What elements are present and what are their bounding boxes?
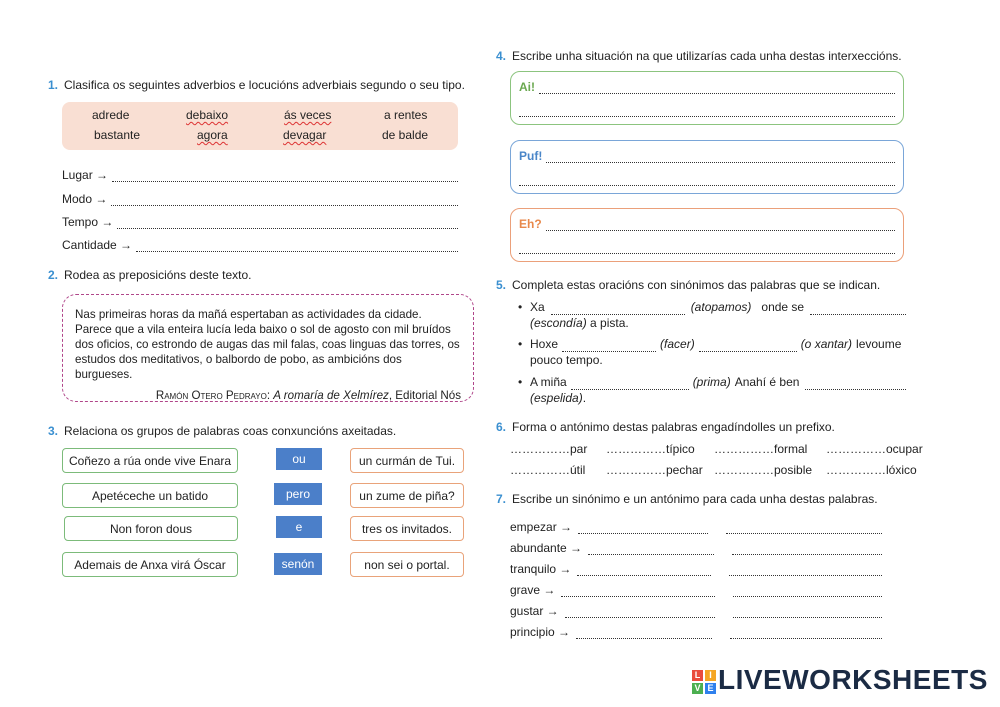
ex4-line	[519, 80, 895, 94]
ex5-line	[530, 315, 906, 331]
ex4-title	[496, 49, 902, 63]
ex6-item[interactable]: ……………posible	[714, 463, 813, 477]
ex6-word: útil	[570, 463, 586, 477]
ex5-text: Hoxe	[530, 337, 559, 351]
answer-line[interactable]	[562, 341, 656, 352]
answer-line[interactable]	[546, 220, 895, 231]
answer-line[interactable]	[730, 628, 882, 639]
ex6-item[interactable]: ……………pechar	[606, 463, 703, 477]
answer-line[interactable]	[561, 586, 715, 597]
answer-line[interactable]	[546, 152, 895, 163]
ex1-word: devagar	[283, 128, 327, 142]
ex5-title	[496, 278, 880, 292]
ex3-title-text: Relaciona os grupos de palabras coas conxuncións axeitadas.	[64, 424, 397, 438]
answer-line[interactable]	[733, 586, 882, 597]
answer-line[interactable]	[111, 195, 458, 206]
ex5-hint: (prima)	[692, 375, 731, 389]
ex2-number: 2.	[48, 268, 59, 282]
ex6-title	[496, 420, 835, 434]
ex1-line-label: Cantidade →	[62, 238, 133, 252]
ex3-title	[48, 424, 396, 438]
ex3-right-item[interactable]: non sei o portal.	[350, 552, 464, 577]
ex6-item[interactable]: ……………típico	[606, 442, 695, 456]
ex1-word: ás veces	[284, 108, 332, 122]
ex1-line-label: Lugar →	[62, 168, 109, 182]
ex6-word: par	[570, 442, 588, 456]
ex4-label: Puf!	[519, 149, 543, 163]
ex7-word: empezar →	[510, 520, 573, 534]
answer-line[interactable]	[565, 607, 715, 618]
ex4-line	[519, 243, 895, 254]
answer-line[interactable]	[519, 175, 895, 186]
ex3-conjunction[interactable]: e	[276, 516, 322, 538]
ex5-hint: (o xantar)	[800, 337, 853, 351]
ex4-line	[519, 175, 895, 186]
ex5-line	[530, 299, 906, 315]
ex1-word: adrede	[92, 108, 130, 122]
ex4-line	[519, 149, 895, 163]
ex5-text: A miña	[530, 375, 567, 389]
answer-line[interactable]	[805, 379, 906, 390]
ex6-word: pechar	[666, 463, 703, 477]
ex4-box-puf	[510, 140, 904, 194]
ex1-line-lugar	[62, 168, 458, 182]
ex7-row	[510, 597, 882, 618]
answer-line[interactable]	[551, 304, 685, 315]
ex6-item[interactable]: ……………formal	[714, 442, 808, 456]
logo-letter: V	[692, 683, 703, 694]
ex6-item[interactable]: ……………par	[510, 442, 588, 456]
ex2-title	[48, 268, 251, 282]
ex4-title-text: Escribe unha situación na que utilizarías cada unha destas interxeccións.	[512, 49, 902, 63]
ex5-line	[530, 374, 906, 390]
ex1-line-label: Modo →	[62, 192, 108, 206]
ex3-conjunction[interactable]: ou	[276, 448, 322, 470]
ex3-number: 3.	[48, 424, 59, 438]
ex5-number: 5.	[496, 278, 507, 292]
answer-line[interactable]	[576, 628, 712, 639]
ex5-text: onde se	[761, 300, 805, 314]
ex3-left-item[interactable]: Ademais de Anxa virá Óscar	[62, 552, 238, 577]
ex3-left-item[interactable]: Apetéceche un batido	[62, 483, 238, 508]
ex7-word: principio →	[510, 625, 571, 639]
bullet-icon: •	[518, 337, 523, 351]
ex5-hint: (espelida)	[530, 391, 583, 405]
ex7-title	[496, 492, 878, 506]
ex5-text: .	[582, 391, 587, 405]
ex2-text-box	[62, 294, 474, 402]
ex7-word: abundante →	[510, 541, 583, 555]
ex1-word: bastante	[94, 128, 141, 142]
ex4-box-eh	[510, 208, 904, 262]
ex4-label: Eh?	[519, 217, 542, 231]
answer-line[interactable]	[588, 544, 714, 555]
logo-letter: I	[705, 670, 716, 681]
ex4-box-ai	[510, 71, 904, 125]
ex1-number: 1.	[48, 78, 59, 92]
ex7-title-text: Escribe un sinónimo e un antónimo para cada unha destas palabras.	[512, 492, 878, 506]
ex3-conjunction[interactable]: senón	[274, 553, 322, 575]
answer-line[interactable]	[578, 523, 708, 534]
ex4-label: Ai!	[519, 80, 535, 94]
ex4-line	[519, 106, 895, 117]
ex6-item[interactable]: ……………útil	[510, 463, 586, 477]
ex3-right-item[interactable]: un zume de piña?	[350, 483, 464, 508]
ex2-author: Ramón Otero Pedrayo:	[155, 389, 271, 402]
ex6-title-text: Forma o antónimo destas palabras engadíndolles un prefixo.	[512, 420, 835, 434]
answer-line[interactable]	[117, 218, 458, 229]
ex1-title-text: Clasifica os seguintes adverbios e locucións adverbiais segundo o seu tipo.	[64, 78, 465, 92]
ex7-row	[510, 618, 882, 639]
ex6-item[interactable]: ……………lóxico	[826, 463, 917, 477]
ex5-hint: (escondía)	[530, 316, 587, 330]
ex6-word: lóxico	[886, 463, 917, 477]
ex6-word: posible	[774, 463, 813, 477]
ex2-title-text: Rodea as preposicións deste texto.	[64, 268, 252, 282]
ex5-text: a pista.	[590, 316, 629, 330]
logo-letter: E	[705, 683, 716, 694]
ex3-left-item[interactable]: Non foron dous	[64, 516, 238, 541]
ex7-row	[510, 513, 882, 534]
ex1-line-tempo	[62, 215, 458, 229]
liveworksheets-logo-icon	[692, 670, 716, 694]
answer-line[interactable]	[112, 171, 458, 182]
ex1-line-cantidade	[62, 238, 458, 252]
bullet-icon: •	[518, 375, 523, 389]
ex6-item[interactable]: ……………ocupar	[826, 442, 923, 456]
logo-letter: L	[692, 670, 703, 681]
ex5-bullet-1	[518, 299, 906, 331]
answer-line[interactable]	[732, 544, 882, 555]
ex7-word: grave →	[510, 583, 556, 597]
ex5-title-text: Completa estas oracións con sinónimos das palabras que se indican.	[512, 278, 881, 292]
ex5-text: Anahí é ben	[734, 375, 800, 389]
ex5-text: levoume	[856, 337, 902, 351]
bullet-icon: •	[518, 300, 523, 314]
ex7-row	[510, 576, 882, 597]
ex4-line	[519, 217, 895, 231]
ex7-row	[510, 555, 882, 576]
ex3-conjunction[interactable]: pero	[274, 483, 322, 505]
ex7-row	[510, 534, 882, 555]
ex2-publisher: , Editorial Nós	[388, 389, 461, 402]
answer-line[interactable]	[733, 607, 882, 618]
ex1-word-box	[62, 102, 458, 150]
answer-line[interactable]	[699, 341, 797, 352]
answer-line[interactable]	[539, 83, 895, 94]
answer-line[interactable]	[136, 241, 458, 252]
ex6-word: ocupar	[886, 442, 923, 456]
ex7-number: 7.	[496, 492, 507, 506]
ex5-text: pouco tempo.	[530, 353, 603, 367]
ex4-number: 4.	[496, 49, 507, 63]
ex1-title	[48, 78, 465, 92]
ex2-text[interactable]: Nas primeiras horas da mañá espertaban as actividades da cidade. Parece que a vila enteira lucía leda baixo o sol de agosto con mil bruídos dos oficios, co estrondo de augas das mil falas, coas linguas das torres, os estudos dos meditativos, o balbordo de pobo, as ambicións dos burgueses.	[75, 308, 460, 381]
answer-line[interactable]	[577, 565, 711, 576]
ex5-text: Xa	[530, 300, 545, 314]
answer-line[interactable]	[571, 379, 689, 390]
ex1-word: agora	[197, 128, 228, 142]
ex7-word: gustar →	[510, 604, 559, 618]
ex7-word: tranquilo →	[510, 562, 572, 576]
ex2-source	[75, 388, 461, 403]
answer-line[interactable]	[810, 304, 906, 315]
ex5-hint: (facer)	[660, 337, 695, 351]
answer-line[interactable]	[519, 106, 895, 117]
answer-line[interactable]	[726, 523, 882, 534]
ex1-line-modo	[62, 192, 458, 206]
ex1-word: de balde	[382, 128, 429, 142]
ex5-line	[530, 336, 906, 352]
answer-line[interactable]	[729, 565, 882, 576]
ex1-line-label: Tempo →	[62, 215, 114, 229]
ex6-word: formal	[774, 442, 808, 456]
ex5-line	[530, 390, 906, 406]
ex1-word: a rentes	[384, 108, 428, 122]
ex7-rows	[510, 513, 882, 639]
ex6-number: 6.	[496, 420, 507, 434]
ex3-left-item[interactable]: Coñezo a rúa onde vive Enara	[62, 448, 238, 473]
ex3-right-item[interactable]: tres os invitados.	[350, 516, 464, 541]
ex1-word: debaixo	[186, 108, 229, 122]
ex5-bullet-2	[518, 336, 906, 368]
ex6-word: típico	[666, 442, 695, 456]
ex5-bullet-3	[518, 374, 906, 406]
ex3-right-item[interactable]: un curmán de Tui.	[350, 448, 464, 473]
ex5-hint: (atopamos)	[690, 300, 752, 314]
liveworksheets-logo-text[interactable]: LIVEWORKSHEETS	[718, 664, 988, 695]
answer-line[interactable]	[519, 243, 895, 254]
ex2-work: A romaría de Xelmírez	[273, 389, 389, 402]
